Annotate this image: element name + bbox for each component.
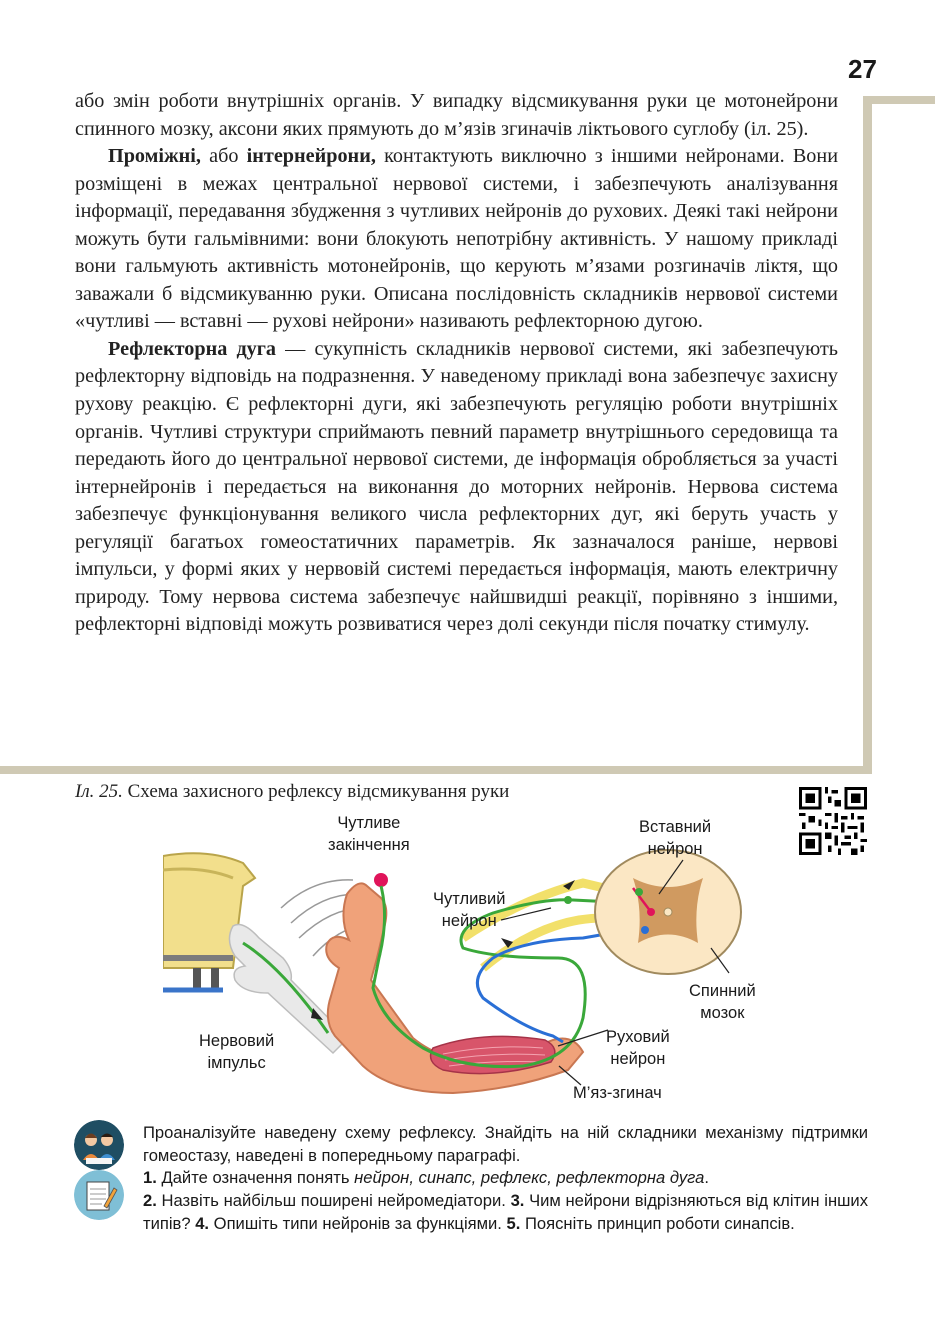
- label-interneuron: [639, 816, 711, 860]
- question-1-text: Дайте означення понять: [156, 1168, 355, 1188]
- paragraph-2-text-b: контактують виключно з іншими нейронами. Вони розміщені в межах центральної нервової системи, і забезпечують аналізування інформації, передавання збудження з чутливих нейронів до рухових. Деякі такі нейрони можуть бути гальмівними: вони блокують непотрібну активність. У нашому прикладі вони гальмують активність мотонейронів, що керують м’язами розгиначів ліктя, що заважали б відсмикуванню руки. Описана послідовність складників нервової системи «чутливі — вставні — рухові нейрони» називають рефлекторною дугою.: [75, 145, 839, 333]
- figure-number: Іл. 25.: [75, 781, 123, 802]
- question-5-number: 5.: [506, 1213, 521, 1233]
- question-5-text: Поясніть принцип роботи синапсів.: [520, 1213, 795, 1233]
- question-4-number: 4.: [195, 1213, 210, 1233]
- frame-bottom-border: [0, 766, 872, 774]
- label-nerve-impulse: [199, 1030, 274, 1074]
- frame-top-border: [863, 96, 935, 104]
- term-reflex-arc: Рефлекторна дуга: [108, 337, 277, 360]
- question-3-text: Чим нейрони відрізняються від клітин інших типів?: [143, 1191, 868, 1233]
- label-sensory-neuron-line2: нейрон: [441, 912, 497, 930]
- analyze-task: Проаналізуйте наведену схему рефлексу. Знайдіть на ній складники механізму підтримки гомеостазу, наведені в попередньому параграфі.: [143, 1123, 868, 1165]
- question-2-number: 2.: [143, 1191, 157, 1211]
- paragraph-3-text: — сукупність складників нервової системи, які забезпечують рефлекторну відповідь на подразнення. У наведеному прикладі вона забезпечує захисну рухову реакцію. Є рефлекторні дуги, які забезпечують регуляцію роботи внутрішніх органів. Чутливі структури сприймають певний параметр внутрішнього середовища та передають його до центральної нервової системи, де інформація обробляється за участі інтернейронів і передається на виконання до моторних нейронів. Нервова система забезпечує функціонування великого числа рефлекторних дуг, які беруть участь у регуляції багатьох гомеостатичних параметрів. Як зазначалося раніше, нервові імпульси, у формі яких у нервовій системі передається інформація, мають електричну природу. Тому нервова система забезпечує найшвидші реакції, порівняно з іншими, рефлекторні відповіді можуть розвиватися через долі секунди після початку стимулу.: [75, 337, 838, 636]
- label-nerve-impulse-line1: Нервовий: [199, 1032, 275, 1050]
- reflex-arc-illustration: [163, 808, 783, 1108]
- paragraph-3: [75, 336, 838, 639]
- label-sensory-ending-line2: закінчення: [328, 836, 410, 854]
- label-sensory-ending-line1: Чутливе: [337, 814, 401, 832]
- label-spinal-cord: [689, 980, 756, 1024]
- question-list: [143, 1167, 868, 1235]
- frame-right-border: [863, 96, 872, 772]
- review-tasks: [143, 1122, 868, 1236]
- label-motor-neuron-line1: Руховий: [606, 1028, 670, 1046]
- label-flexor-muscle: М’яз-згинач: [573, 1084, 662, 1102]
- question-1-end: .: [704, 1168, 709, 1188]
- sensory-ending-dot: [374, 873, 388, 887]
- page-number: 27: [848, 54, 877, 84]
- term-interneurons: інтернейрони,: [246, 145, 376, 168]
- paragraph-2-text-a: або: [200, 145, 247, 168]
- question-2-text: Назвіть найбільш поширені нейромедіатори.: [156, 1191, 511, 1211]
- label-interneuron-line2: нейрон: [647, 840, 703, 858]
- label-motor-neuron: [606, 1026, 670, 1070]
- label-nerve-impulse-line2: імпульс: [207, 1054, 266, 1072]
- paragraph-2: [75, 143, 838, 336]
- label-sensory-neuron: [433, 888, 506, 932]
- question-4-text: Опишіть типи нейронів за функціями.: [209, 1213, 507, 1233]
- spinal-cord: [595, 850, 741, 974]
- body-text: [75, 88, 838, 639]
- question-3-number: 3.: [510, 1191, 525, 1211]
- question-1-number: 1.: [143, 1168, 157, 1188]
- label-spinal-cord-line2: мозок: [700, 1004, 745, 1022]
- label-interneuron-line1: Вставний: [639, 818, 712, 836]
- paragraph-1: або змін роботи внутрішніх органів. У випадку відсмикування руки це мотонейрони спинного мозку, аксони яких прямують до м’язів згиначів ліктьового суглобу (іл. 25).: [75, 90, 838, 140]
- homework-notebook-icon: [74, 1170, 124, 1220]
- question-1-terms: нейрон, синапс, рефлекс, рефлекторна дуга: [354, 1168, 705, 1188]
- term-intermediate: Проміжні,: [108, 145, 201, 168]
- label-sensory-neuron-line1: Чутливий: [433, 890, 506, 908]
- students-discussion-icon: [74, 1120, 124, 1170]
- label-spinal-cord-line1: Спинний: [689, 982, 756, 1000]
- figure-title: Схема захисного рефлексу відсмикування руки: [122, 781, 510, 802]
- qr-code-icon[interactable]: [799, 787, 867, 855]
- label-sensory-ending: [328, 812, 410, 856]
- label-motor-neuron-line2: нейрон: [610, 1050, 666, 1068]
- figure-caption: [75, 781, 775, 803]
